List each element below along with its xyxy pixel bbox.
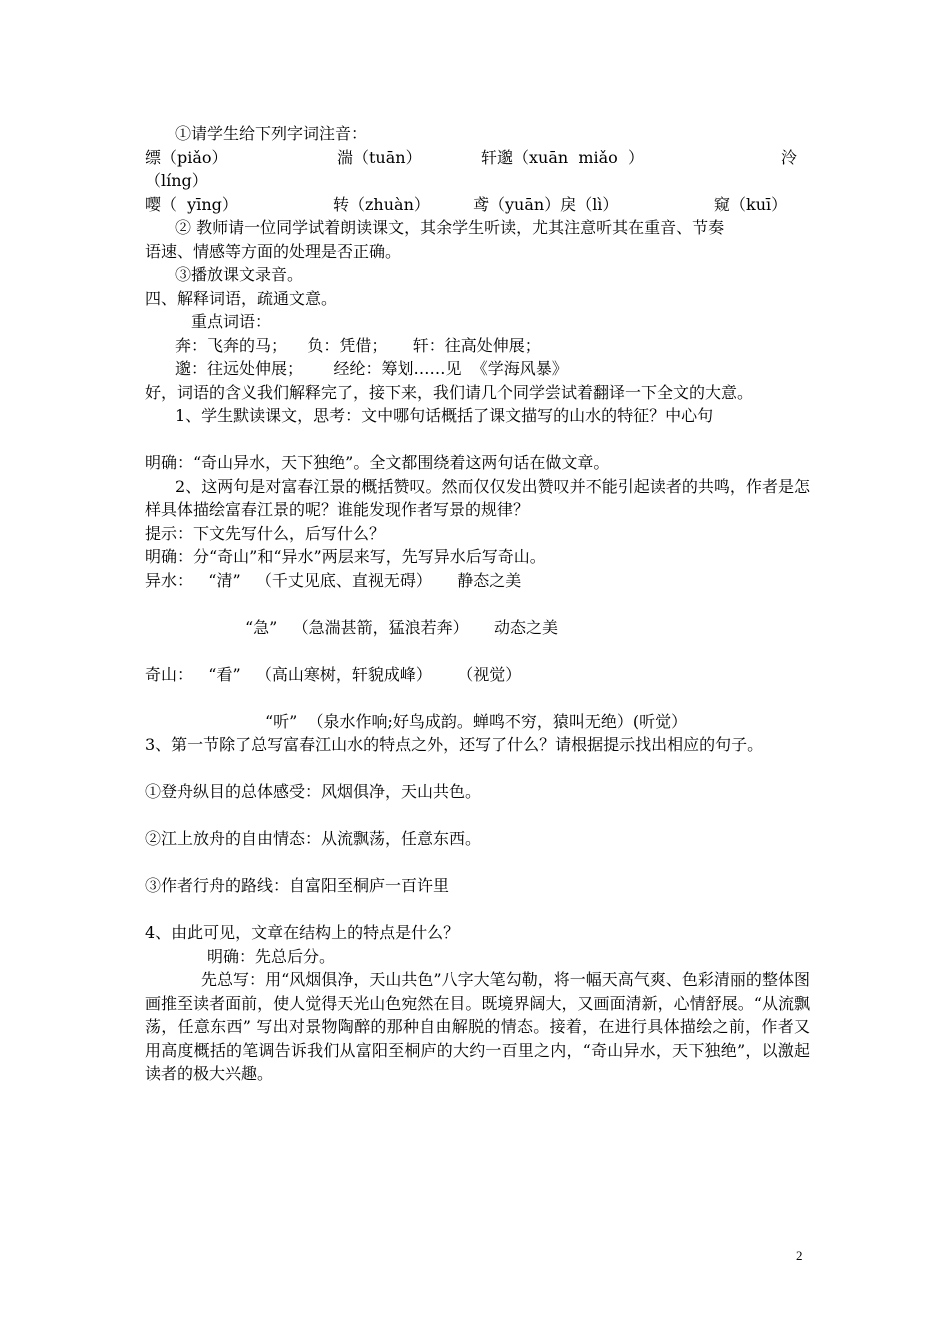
pinyin-item: 泠 (781, 147, 798, 167)
key-words-label: 重点词语： (191, 312, 272, 331)
water-line-1: 异水： “清” （千丈见底、直视无碍） 静态之美 (145, 570, 522, 590)
item-2: ②江上放舟的自由情态：从流飘荡，任意东西。 (145, 829, 482, 848)
answer-2: 明确：分“奇山”和“异水”两层来写，先写异水后写奇山。 (145, 547, 546, 566)
item-3: ③作者行舟的路线：自富阳至桐庐一百许里 (145, 876, 450, 895)
question-4: 4、由此可见，文章在结构上的特点是什么？ (145, 923, 460, 942)
step-2-line-2: 语速、情感等方面的处理是否正确。 (145, 241, 402, 261)
key-words-line-1: 奔：飞奔的马； 负：凭借； 轩：往高处伸展； (175, 335, 541, 355)
step-2-line-1: ② 教师请一位同学试着朗读课文，其余学生听读，尤其注意听其在重音、节奏 (175, 218, 725, 237)
hint: 提示：下文先写什么，后写什么？ (145, 523, 386, 543)
pinyin-item: 轩邈（xuān miǎo ） (481, 147, 644, 167)
mountain-line-1: 奇山： “看” （高山寒树，轩貌成峰） （视觉） (145, 664, 522, 684)
pinyin-row-2 (145, 193, 810, 217)
water-line-2: “急” （急湍甚箭，猛浪若奔） 动态之美 (245, 617, 559, 637)
section-4-heading: 四、解释词语，疏通文意。 (145, 288, 338, 308)
mountain-line-2: “听” （泉水作响;好鸟成韵。蝉鸣不穷，猿叫无绝）(听觉） (265, 711, 688, 731)
summary-paragraph: 先总写：用“风烟俱净，天山共色”八字大笔勾勒，将一幅天高气爽、色彩清丽的整体图画推至读者面前，使人觉得天光山色宛然在目。既境界阔大，又画面清新，心情舒展。“从流飘荡，任意东西” 写出对景物陶醉的那种自由解脱的情态。接着，在进行具体描绘之前，作者又用高度概括的笔调告诉我们从富阳至桐庐的大约一百里之内，“奇山异水，天下独绝”，以激起读者的极大兴趣。 (145, 970, 810, 1083)
question-1: 1、学生默读课文，思考：文中哪句话概括了课文描写的山水的特征？中心句 (175, 406, 714, 425)
answer-1: 明确：“奇山异水，天下独绝”。全文都围绕着这两句话在做文章。 (145, 453, 610, 472)
pinyin-item: 转（zhuàn） (333, 194, 430, 214)
question-3: 3、第一节除了总写富春江山水的特点之外，还写了什么？请根据提示找出相应的句子。 (145, 735, 764, 754)
step-3: ③播放课文录音。 (175, 265, 304, 284)
pinyin-item: 缥（piǎo） (145, 147, 228, 167)
page-number: 2 (796, 1248, 803, 1263)
question-2: 2、这两句是对富春江景的概括赞叹。然而仅仅发出赞叹并不能引起读者的共鸣，作者是怎样具体描绘富春江景的呢？谁能发现作者写景的规律？ (145, 476, 810, 519)
pinyin-item: 嘤（ yīng） (145, 194, 238, 214)
pinyin-row-1-continued: （líng） (145, 171, 208, 190)
item-1: ①登舟纵目的总体感受：风烟俱净，天山共色。 (145, 782, 482, 801)
step-1-instruction: ①请学生给下列字词注音： (175, 124, 368, 143)
transition-paragraph: 好，词语的含义我们解释完了，接下来，我们请几个同学尝试着翻译一下全文的大意。 (145, 382, 754, 402)
document-body (145, 122, 810, 1086)
answer-4: 明确：先总后分。 (207, 946, 336, 966)
key-words-line-2: 邈：往远处伸展； 经纶：筹划……见 《学海风暴》 (175, 359, 568, 378)
pinyin-item: 湍（tuān） (337, 147, 422, 167)
pinyin-item: 鸢（yuān）戾（lì） (473, 194, 619, 214)
pinyin-row-1 (145, 146, 810, 170)
pinyin-item: 窥（kuī） (714, 194, 788, 214)
